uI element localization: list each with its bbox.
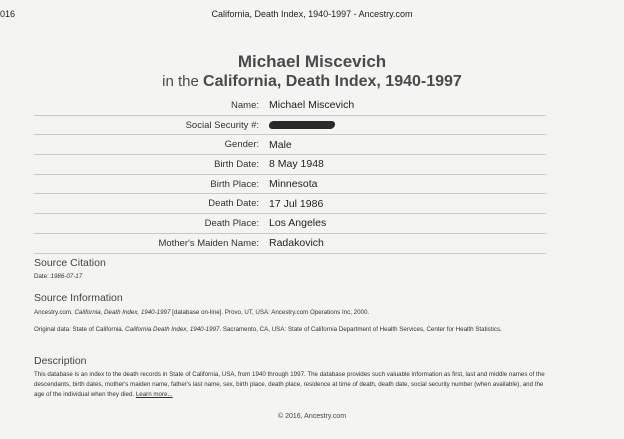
record-label: Social Security #: bbox=[185, 119, 259, 131]
source-information-citation bbox=[34, 308, 554, 318]
record-row-death-date bbox=[34, 194, 546, 214]
record-row-ssn bbox=[34, 116, 546, 136]
record-label: Name: bbox=[231, 99, 259, 111]
date-value: 1986-07-17 bbox=[50, 273, 83, 280]
record-label: Death Place: bbox=[204, 217, 259, 229]
date-label: Date: bbox=[34, 273, 51, 280]
learn-more-link[interactable]: Learn more... bbox=[135, 391, 173, 398]
record-value: Michael Miscevich bbox=[269, 99, 355, 112]
database-title bbox=[0, 72, 624, 92]
record-label: Death Date: bbox=[208, 198, 259, 210]
record-row-birth-place bbox=[34, 175, 546, 195]
record-value: Los Angeles bbox=[269, 217, 327, 230]
description-text bbox=[34, 370, 554, 400]
original-data-title: California Death Index, 1940-1997 bbox=[125, 326, 220, 333]
record-details-table bbox=[34, 96, 546, 254]
description-body: This database is an index to the death records in State of California, USA, from 1940 through 1997. The database provides such valuable information as first, last and middle names of the descendants, birth dates, mother's maiden name, father's last name, sex, birth place, death place, residence at time of death, death date, social security number (when available), and the age of the individual when they died. bbox=[34, 371, 545, 398]
record-value: 17 Jul 1986 bbox=[269, 197, 324, 210]
print-header-title: California, Death Index, 1940-1997 - Ancestry.com bbox=[211, 9, 413, 19]
record-value: 8 May 1948 bbox=[269, 158, 324, 171]
source-citation-section bbox=[34, 257, 554, 282]
source-information-original-data bbox=[34, 325, 554, 335]
source-information-section bbox=[34, 292, 554, 335]
source-citation-heading: Source Citation bbox=[34, 257, 106, 269]
redaction-mark bbox=[268, 121, 335, 129]
copyright-footer: © 2016, Ancestry.com bbox=[277, 413, 347, 420]
record-row-death-place bbox=[34, 214, 546, 234]
citation-text: Ancestry.com. bbox=[34, 309, 75, 316]
record-row-mothers-maiden-name bbox=[34, 234, 546, 254]
original-data-text-rest: . Sacramento, CA, USA: State of California Department of Health Services, Center for Health Statistics. bbox=[219, 326, 502, 333]
person-name-title: Michael Miscevich bbox=[237, 52, 387, 71]
record-label: Birth Place: bbox=[210, 178, 259, 190]
citation-db-title: California, Death Index, 1940-1997 bbox=[74, 309, 171, 316]
record-row-birth-date bbox=[34, 155, 546, 175]
record-row-gender bbox=[34, 135, 546, 155]
source-citation-date bbox=[34, 272, 554, 282]
database-name: California, Death Index, 1940-1997 bbox=[203, 73, 462, 90]
record-value: Radakovich bbox=[269, 237, 324, 250]
original-data-text: Original data: State of California. bbox=[34, 326, 126, 333]
page-corner-number: 016 bbox=[0, 9, 16, 19]
record-value: Male bbox=[269, 138, 292, 151]
description-heading: Description bbox=[34, 355, 87, 367]
source-information-heading: Source Information bbox=[34, 292, 123, 304]
record-value bbox=[269, 119, 546, 131]
record-label: Birth Date: bbox=[214, 158, 259, 170]
record-label: Mother's Maiden Name: bbox=[158, 237, 259, 249]
citation-text-rest: [database on-line]. Provo, UT, USA: Ancestry.com Operations Inc, 2000. bbox=[170, 309, 370, 316]
database-title-prefix: in the bbox=[162, 73, 204, 90]
description-section bbox=[34, 355, 554, 400]
record-value: Minnesota bbox=[269, 178, 318, 191]
record-label: Gender: bbox=[224, 139, 259, 151]
record-row-name bbox=[34, 96, 546, 116]
record-title-block bbox=[0, 52, 624, 92]
